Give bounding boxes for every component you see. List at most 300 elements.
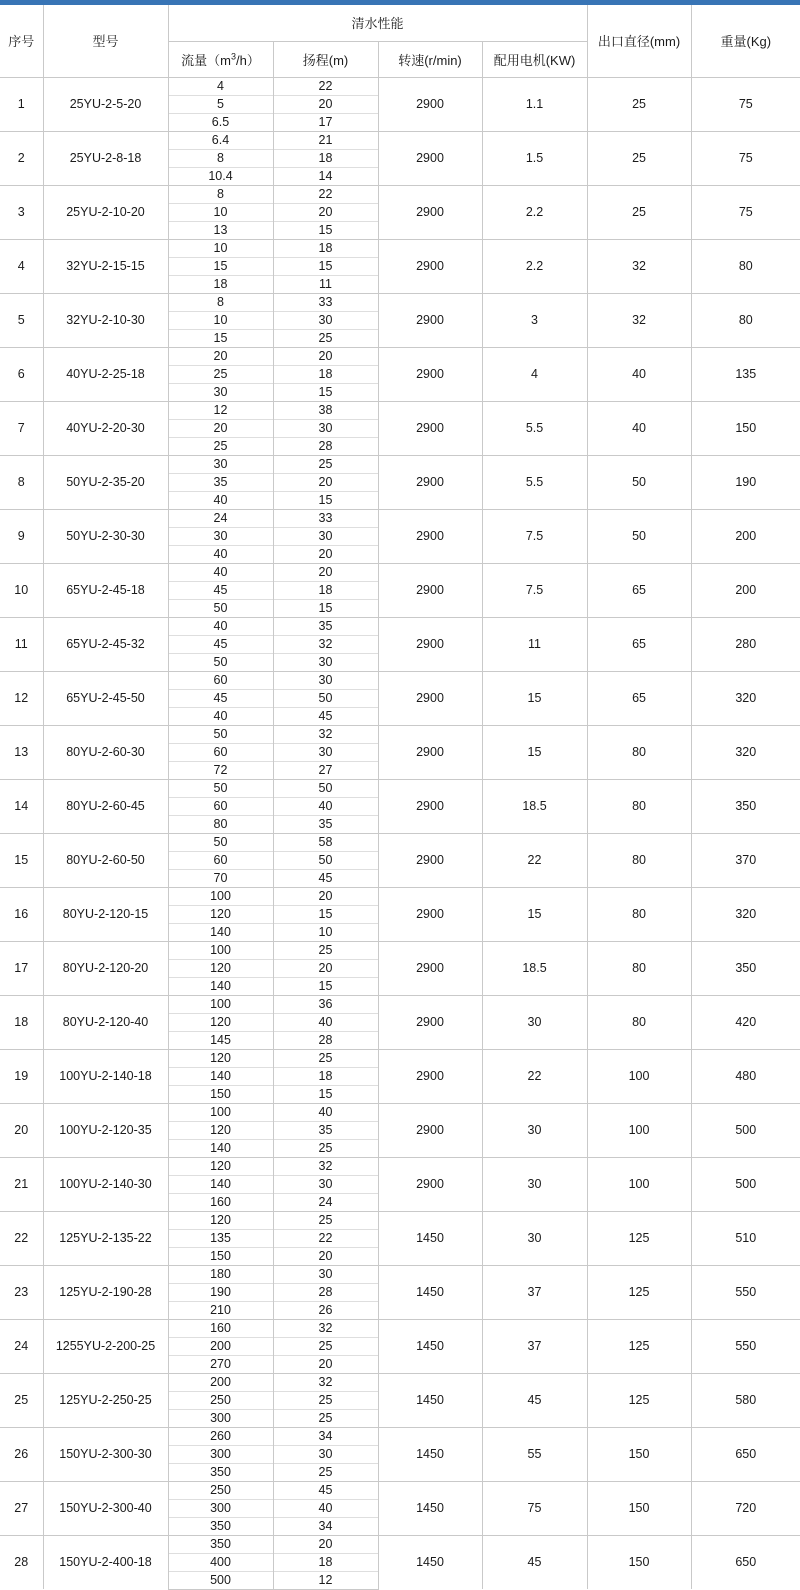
cell-motor-power: 30 — [482, 1211, 587, 1265]
cell-head: 40 — [273, 1103, 378, 1121]
cell-motor-power: 5.5 — [482, 401, 587, 455]
cell-serial-number: 2 — [0, 131, 43, 185]
cell-head: 22 — [273, 185, 378, 203]
cell-flow-rate: 60 — [168, 671, 273, 689]
cell-head: 21 — [273, 131, 378, 149]
cell-head: 15 — [273, 221, 378, 239]
cell-flow-rate: 8 — [168, 149, 273, 167]
cell-outlet-diameter: 80 — [587, 995, 691, 1049]
cell-motor-power: 55 — [482, 1427, 587, 1481]
cell-weight: 80 — [691, 293, 800, 347]
cell-outlet-diameter: 125 — [587, 1211, 691, 1265]
cell-flow-rate: 350 — [168, 1535, 273, 1553]
cell-speed: 1450 — [378, 1265, 482, 1319]
cell-speed: 2900 — [378, 1049, 482, 1103]
cell-head: 25 — [273, 1391, 378, 1409]
table-row — [0, 1049, 800, 1067]
cell-weight: 500 — [691, 1103, 800, 1157]
cell-head: 18 — [273, 149, 378, 167]
cell-head: 58 — [273, 833, 378, 851]
cell-flow-rate: 40 — [168, 617, 273, 635]
cell-model: 25YU-2-8-18 — [43, 131, 168, 185]
header-outlet-diameter: 出口直径(mm) — [587, 5, 691, 77]
cell-model: 80YU-2-60-50 — [43, 833, 168, 887]
cell-speed: 1450 — [378, 1427, 482, 1481]
cell-motor-power: 45 — [482, 1373, 587, 1427]
cell-speed: 1450 — [378, 1535, 482, 1589]
cell-serial-number: 28 — [0, 1535, 43, 1589]
cell-motor-power: 37 — [482, 1265, 587, 1319]
cell-head: 18 — [273, 581, 378, 599]
cell-flow-rate: 25 — [168, 437, 273, 455]
cell-motor-power: 37 — [482, 1319, 587, 1373]
cell-motor-power: 75 — [482, 1481, 587, 1535]
cell-head: 18 — [273, 1553, 378, 1571]
table-row — [0, 1535, 800, 1553]
cell-motor-power: 18.5 — [482, 941, 587, 995]
cell-motor-power: 30 — [482, 1103, 587, 1157]
cell-flow-rate: 10.4 — [168, 167, 273, 185]
cell-model: 65YU-2-45-18 — [43, 563, 168, 617]
cell-flow-rate: 120 — [168, 1121, 273, 1139]
cell-outlet-diameter: 32 — [587, 293, 691, 347]
cell-model: 100YU-2-140-18 — [43, 1049, 168, 1103]
cell-speed: 2900 — [378, 887, 482, 941]
cell-weight: 720 — [691, 1481, 800, 1535]
cell-flow-rate: 60 — [168, 851, 273, 869]
cell-speed: 1450 — [378, 1319, 482, 1373]
cell-flow-rate: 140 — [168, 923, 273, 941]
cell-head: 25 — [273, 1463, 378, 1481]
cell-flow-rate: 120 — [168, 1013, 273, 1031]
cell-flow-rate: 200 — [168, 1337, 273, 1355]
cell-flow-rate: 250 — [168, 1481, 273, 1499]
cell-head: 28 — [273, 1031, 378, 1049]
cell-weight: 200 — [691, 563, 800, 617]
cell-flow-rate: 80 — [168, 815, 273, 833]
table-row — [0, 1319, 800, 1337]
cell-head: 50 — [273, 779, 378, 797]
cell-head: 30 — [273, 311, 378, 329]
cell-serial-number: 9 — [0, 509, 43, 563]
cell-head: 15 — [273, 383, 378, 401]
cell-weight: 350 — [691, 779, 800, 833]
cell-flow-rate: 140 — [168, 977, 273, 995]
cell-model: 25YU-2-10-20 — [43, 185, 168, 239]
cell-weight: 190 — [691, 455, 800, 509]
cell-weight: 500 — [691, 1157, 800, 1211]
cell-head: 34 — [273, 1427, 378, 1445]
cell-flow-rate: 160 — [168, 1193, 273, 1211]
table-row — [0, 347, 800, 365]
table-row — [0, 563, 800, 581]
cell-outlet-diameter: 80 — [587, 725, 691, 779]
cell-head: 32 — [273, 1157, 378, 1175]
cell-flow-rate: 6.5 — [168, 113, 273, 131]
cell-head: 20 — [273, 95, 378, 113]
cell-head: 25 — [273, 329, 378, 347]
header-clear-water-performance-group: 清水性能 — [168, 5, 587, 41]
cell-motor-power: 1.1 — [482, 77, 587, 131]
cell-flow-rate: 50 — [168, 599, 273, 617]
table-row — [0, 1265, 800, 1283]
flow-label-suffix: /h） — [236, 52, 260, 68]
cell-serial-number: 1 — [0, 77, 43, 131]
cell-flow-rate: 70 — [168, 869, 273, 887]
cell-weight: 75 — [691, 77, 800, 131]
cell-motor-power: 18.5 — [482, 779, 587, 833]
cell-head: 12 — [273, 1571, 378, 1589]
cell-flow-rate: 120 — [168, 1157, 273, 1175]
cell-head: 25 — [273, 1049, 378, 1067]
cell-model: 32YU-2-15-15 — [43, 239, 168, 293]
table-row — [0, 1211, 800, 1229]
cell-outlet-diameter: 50 — [587, 509, 691, 563]
cell-serial-number: 14 — [0, 779, 43, 833]
cell-flow-rate: 72 — [168, 761, 273, 779]
cell-flow-rate: 120 — [168, 905, 273, 923]
cell-speed: 2900 — [378, 1103, 482, 1157]
cell-serial-number: 20 — [0, 1103, 43, 1157]
cell-head: 14 — [273, 167, 378, 185]
header-model: 型号 — [43, 5, 168, 77]
cell-flow-rate: 120 — [168, 1049, 273, 1067]
cell-outlet-diameter: 25 — [587, 77, 691, 131]
cell-head: 50 — [273, 689, 378, 707]
cell-flow-rate: 20 — [168, 419, 273, 437]
cell-speed: 2900 — [378, 239, 482, 293]
cell-head: 25 — [273, 455, 378, 473]
cell-motor-power: 15 — [482, 671, 587, 725]
cell-head: 20 — [273, 1355, 378, 1373]
cell-outlet-diameter: 80 — [587, 941, 691, 995]
cell-head: 30 — [273, 527, 378, 545]
cell-speed: 2900 — [378, 455, 482, 509]
cell-head: 11 — [273, 275, 378, 293]
cell-flow-rate: 250 — [168, 1391, 273, 1409]
cell-head: 15 — [273, 905, 378, 923]
cell-model: 80YU-2-120-40 — [43, 995, 168, 1049]
cell-motor-power: 1.5 — [482, 131, 587, 185]
cell-motor-power: 7.5 — [482, 509, 587, 563]
cell-flow-rate: 45 — [168, 635, 273, 653]
cell-weight: 510 — [691, 1211, 800, 1265]
cell-flow-rate: 10 — [168, 203, 273, 221]
cell-outlet-diameter: 100 — [587, 1049, 691, 1103]
cell-speed: 2900 — [378, 1157, 482, 1211]
cell-head: 40 — [273, 1013, 378, 1031]
cell-head: 22 — [273, 1229, 378, 1247]
cell-flow-rate: 45 — [168, 581, 273, 599]
cell-flow-rate: 18 — [168, 275, 273, 293]
cell-weight: 75 — [691, 185, 800, 239]
cell-flow-rate: 8 — [168, 293, 273, 311]
cell-flow-rate: 30 — [168, 383, 273, 401]
cell-speed: 2900 — [378, 401, 482, 455]
cell-head: 33 — [273, 509, 378, 527]
cell-weight: 480 — [691, 1049, 800, 1103]
cell-outlet-diameter: 65 — [587, 617, 691, 671]
cell-flow-rate: 140 — [168, 1139, 273, 1157]
cell-head: 20 — [273, 959, 378, 977]
cell-flow-rate: 100 — [168, 1103, 273, 1121]
cell-outlet-diameter: 40 — [587, 347, 691, 401]
cell-flow-rate: 300 — [168, 1499, 273, 1517]
cell-model: 80YU-2-60-45 — [43, 779, 168, 833]
cell-head: 45 — [273, 869, 378, 887]
cell-head: 28 — [273, 437, 378, 455]
cell-head: 20 — [273, 545, 378, 563]
cell-flow-rate: 350 — [168, 1517, 273, 1535]
cell-flow-rate: 120 — [168, 959, 273, 977]
cell-outlet-diameter: 40 — [587, 401, 691, 455]
cell-motor-power: 22 — [482, 833, 587, 887]
cell-weight: 350 — [691, 941, 800, 995]
cell-model: 80YU-2-60-30 — [43, 725, 168, 779]
cell-model: 125YU-2-250-25 — [43, 1373, 168, 1427]
table-row — [0, 1481, 800, 1499]
table-row — [0, 509, 800, 527]
cell-head: 24 — [273, 1193, 378, 1211]
cell-motor-power: 22 — [482, 1049, 587, 1103]
cell-head: 17 — [273, 113, 378, 131]
cell-head: 26 — [273, 1301, 378, 1319]
cell-head: 20 — [273, 347, 378, 365]
cell-flow-rate: 60 — [168, 743, 273, 761]
cell-flow-rate: 45 — [168, 689, 273, 707]
cell-head: 50 — [273, 851, 378, 869]
cell-head: 25 — [273, 1337, 378, 1355]
cell-outlet-diameter: 125 — [587, 1373, 691, 1427]
cell-speed: 2900 — [378, 347, 482, 401]
cell-flow-rate: 60 — [168, 797, 273, 815]
cell-head: 30 — [273, 1265, 378, 1283]
cell-flow-rate: 50 — [168, 725, 273, 743]
cell-flow-rate: 25 — [168, 365, 273, 383]
header-serial-number: 序号 — [0, 5, 43, 77]
cell-flow-rate: 500 — [168, 1571, 273, 1589]
cell-serial-number: 25 — [0, 1373, 43, 1427]
cell-outlet-diameter: 150 — [587, 1481, 691, 1535]
cell-weight: 580 — [691, 1373, 800, 1427]
cell-head: 40 — [273, 797, 378, 815]
table-row — [0, 779, 800, 797]
cell-head: 18 — [273, 239, 378, 257]
cell-head: 22 — [273, 77, 378, 95]
cell-head: 35 — [273, 815, 378, 833]
cell-head: 35 — [273, 617, 378, 635]
cell-flow-rate: 20 — [168, 347, 273, 365]
cell-serial-number: 15 — [0, 833, 43, 887]
table-row — [0, 1157, 800, 1175]
cell-outlet-diameter: 25 — [587, 131, 691, 185]
cell-motor-power: 3 — [482, 293, 587, 347]
cell-head: 32 — [273, 1373, 378, 1391]
cell-weight: 370 — [691, 833, 800, 887]
cell-head: 25 — [273, 941, 378, 959]
cell-speed: 2900 — [378, 833, 482, 887]
cell-model: 80YU-2-120-15 — [43, 887, 168, 941]
cell-head: 15 — [273, 599, 378, 617]
cell-serial-number: 3 — [0, 185, 43, 239]
table-row — [0, 1103, 800, 1121]
cell-model: 40YU-2-20-30 — [43, 401, 168, 455]
cell-flow-rate: 200 — [168, 1373, 273, 1391]
cell-flow-rate: 10 — [168, 239, 273, 257]
cell-head: 30 — [273, 1175, 378, 1193]
cell-flow-rate: 140 — [168, 1175, 273, 1193]
cell-speed: 2900 — [378, 941, 482, 995]
cell-speed: 2900 — [378, 725, 482, 779]
cell-outlet-diameter: 65 — [587, 671, 691, 725]
cell-flow-rate: 4 — [168, 77, 273, 95]
table-header — [0, 5, 800, 77]
cell-flow-rate: 50 — [168, 833, 273, 851]
cell-speed: 2900 — [378, 293, 482, 347]
cell-flow-rate: 150 — [168, 1247, 273, 1265]
cell-head: 20 — [273, 473, 378, 491]
cell-serial-number: 12 — [0, 671, 43, 725]
table-row — [0, 617, 800, 635]
cell-head: 20 — [273, 1535, 378, 1553]
cell-flow-rate: 8 — [168, 185, 273, 203]
cell-flow-rate: 190 — [168, 1283, 273, 1301]
cell-weight: 320 — [691, 887, 800, 941]
cell-head: 20 — [273, 1247, 378, 1265]
cell-serial-number: 10 — [0, 563, 43, 617]
cell-serial-number: 22 — [0, 1211, 43, 1265]
cell-head: 40 — [273, 1499, 378, 1517]
cell-flow-rate: 15 — [168, 329, 273, 347]
cell-flow-rate: 140 — [168, 1067, 273, 1085]
cell-weight: 650 — [691, 1535, 800, 1589]
cell-motor-power: 11 — [482, 617, 587, 671]
cell-model: 40YU-2-25-18 — [43, 347, 168, 401]
cell-head: 20 — [273, 203, 378, 221]
cell-flow-rate: 12 — [168, 401, 273, 419]
cell-model: 100YU-2-140-30 — [43, 1157, 168, 1211]
cell-model: 1255YU-2-200-25 — [43, 1319, 168, 1373]
table-row — [0, 293, 800, 311]
cell-speed: 2900 — [378, 131, 482, 185]
table-row — [0, 185, 800, 203]
cell-model: 150YU-2-300-40 — [43, 1481, 168, 1535]
cell-weight: 80 — [691, 239, 800, 293]
cell-outlet-diameter: 100 — [587, 1103, 691, 1157]
cell-flow-rate: 15 — [168, 257, 273, 275]
cell-flow-rate: 145 — [168, 1031, 273, 1049]
cell-head: 20 — [273, 563, 378, 581]
cell-weight: 320 — [691, 725, 800, 779]
pump-spec-table — [0, 5, 800, 1590]
cell-flow-rate: 30 — [168, 455, 273, 473]
cell-flow-rate: 50 — [168, 779, 273, 797]
cell-flow-rate: 260 — [168, 1427, 273, 1445]
cell-head: 18 — [273, 1067, 378, 1085]
cell-head: 27 — [273, 761, 378, 779]
cell-flow-rate: 150 — [168, 1085, 273, 1103]
cell-serial-number: 4 — [0, 239, 43, 293]
cell-model: 150YU-2-400-18 — [43, 1535, 168, 1589]
cell-motor-power: 4 — [482, 347, 587, 401]
cell-weight: 650 — [691, 1427, 800, 1481]
cell-serial-number: 7 — [0, 401, 43, 455]
cell-weight: 280 — [691, 617, 800, 671]
cell-model: 100YU-2-120-35 — [43, 1103, 168, 1157]
cell-head: 32 — [273, 635, 378, 653]
header-row-1 — [0, 5, 800, 41]
table-row — [0, 1427, 800, 1445]
table-body — [0, 77, 800, 1589]
cell-serial-number: 18 — [0, 995, 43, 1049]
table-row — [0, 887, 800, 905]
table-row — [0, 455, 800, 473]
cell-speed: 2900 — [378, 617, 482, 671]
cell-weight: 550 — [691, 1319, 800, 1373]
cell-flow-rate: 40 — [168, 563, 273, 581]
flow-label-prefix: 流量（m — [181, 52, 231, 68]
cell-head: 15 — [273, 977, 378, 995]
cell-model: 65YU-2-45-32 — [43, 617, 168, 671]
cell-model: 65YU-2-45-50 — [43, 671, 168, 725]
table-row — [0, 671, 800, 689]
cell-outlet-diameter: 80 — [587, 887, 691, 941]
cell-model: 125YU-2-135-22 — [43, 1211, 168, 1265]
cell-serial-number: 17 — [0, 941, 43, 995]
cell-model: 50YU-2-35-20 — [43, 455, 168, 509]
cell-speed: 2900 — [378, 185, 482, 239]
cell-flow-rate: 210 — [168, 1301, 273, 1319]
cell-model: 125YU-2-190-28 — [43, 1265, 168, 1319]
cell-serial-number: 23 — [0, 1265, 43, 1319]
cell-head: 34 — [273, 1517, 378, 1535]
cell-flow-rate: 30 — [168, 527, 273, 545]
table-row — [0, 401, 800, 419]
cell-outlet-diameter: 32 — [587, 239, 691, 293]
cell-flow-rate: 10 — [168, 311, 273, 329]
header-speed: 转速(r/min) — [378, 41, 482, 77]
cell-weight: 550 — [691, 1265, 800, 1319]
table-row — [0, 995, 800, 1013]
table-row — [0, 1373, 800, 1391]
cell-motor-power: 5.5 — [482, 455, 587, 509]
cell-head: 15 — [273, 257, 378, 275]
cell-flow-rate: 120 — [168, 1211, 273, 1229]
cell-head: 36 — [273, 995, 378, 1013]
cell-outlet-diameter: 150 — [587, 1535, 691, 1589]
cell-speed: 2900 — [378, 77, 482, 131]
flow-label-superscript: 3 — [230, 51, 236, 62]
cell-model: 80YU-2-120-20 — [43, 941, 168, 995]
cell-flow-rate: 35 — [168, 473, 273, 491]
header-head: 扬程(m) — [273, 41, 378, 77]
cell-serial-number: 13 — [0, 725, 43, 779]
cell-motor-power: 2.2 — [482, 239, 587, 293]
cell-serial-number: 16 — [0, 887, 43, 941]
cell-serial-number: 5 — [0, 293, 43, 347]
cell-head: 45 — [273, 1481, 378, 1499]
cell-flow-rate: 24 — [168, 509, 273, 527]
cell-serial-number: 6 — [0, 347, 43, 401]
cell-motor-power: 15 — [482, 725, 587, 779]
cell-outlet-diameter: 25 — [587, 185, 691, 239]
cell-flow-rate: 160 — [168, 1319, 273, 1337]
cell-head: 32 — [273, 1319, 378, 1337]
cell-speed: 1450 — [378, 1211, 482, 1265]
cell-serial-number: 27 — [0, 1481, 43, 1535]
cell-weight: 135 — [691, 347, 800, 401]
cell-motor-power: 30 — [482, 1157, 587, 1211]
